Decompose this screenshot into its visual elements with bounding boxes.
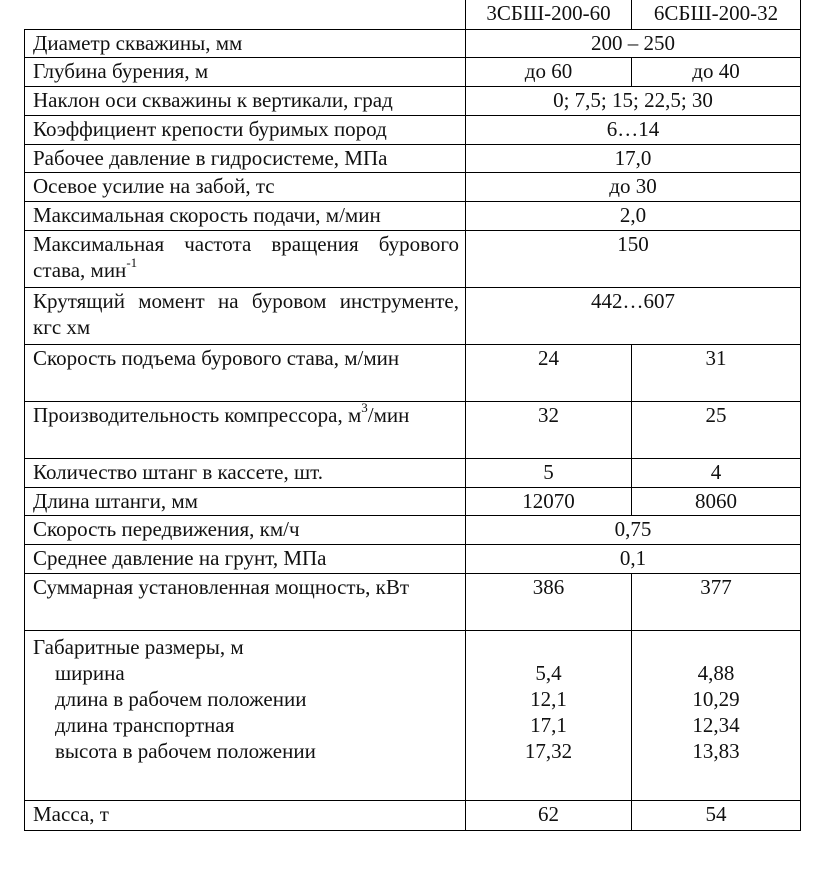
row-value-1: до 60 <box>466 57 632 86</box>
row-value-2: 8060 <box>632 487 801 515</box>
table-row <box>25 487 801 515</box>
row-label: Наклон оси скважины к вертикали, град <box>25 86 466 115</box>
dimension-value: 13,83 <box>692 738 740 763</box>
dimension-value: 12,1 <box>530 686 567 711</box>
row-label: Скорость подъема бурового става, м/мин <box>25 344 466 401</box>
dimension-value: 5,4 <box>535 660 562 685</box>
row-value: 17,0 <box>466 144 801 172</box>
row-value-2: 377 <box>632 573 801 630</box>
dimension-value: 17,32 <box>524 738 573 763</box>
dimension-label: высота в рабочем положении <box>55 738 316 763</box>
row-value: 2,0 <box>466 201 801 230</box>
dimension-value: 4,88 <box>697 660 735 685</box>
dimensions-title: Габаритные размеры, м <box>33 634 244 659</box>
row-label: Среднее давление на грунт, МПа <box>25 544 466 573</box>
table-row <box>25 573 801 630</box>
row-value: 0,1 <box>466 544 801 573</box>
header-row <box>25 0 801 29</box>
row-label-text: Максимальная частота вращения бурового става, мин <box>33 231 459 282</box>
row-label: Масса, т <box>25 800 466 830</box>
dimension-label: длина в рабочем положении <box>55 686 307 711</box>
dimensions-row <box>25 630 801 800</box>
row-label-superscript: -1 <box>126 254 138 270</box>
row-label: Максимальная скорость подачи, м/мин <box>25 201 466 230</box>
mass-row <box>25 800 801 830</box>
row-label <box>25 230 466 287</box>
row-value: 442…607 <box>466 287 801 344</box>
table-row <box>25 544 801 573</box>
row-value-2: 25 <box>632 401 801 458</box>
row-value-1: 62 <box>466 800 632 830</box>
row-label: Крутящий момент на буровом инструменте, кгс хм <box>25 287 466 344</box>
dimensions-labels <box>25 630 466 800</box>
row-label-text: Производительность компрессора, м <box>33 402 362 427</box>
table-row <box>25 287 801 344</box>
row-value-2: 4 <box>632 458 801 487</box>
row-label: Рабочее давление в гидросистеме, МПа <box>25 144 466 172</box>
row-label <box>25 401 466 458</box>
table-row <box>25 201 801 230</box>
dimension-value: 10,29 <box>692 686 740 711</box>
table-row <box>25 172 801 201</box>
spec-table <box>24 0 801 831</box>
row-label: Коэффициент крепости буримых пород <box>25 115 466 144</box>
table-row <box>25 401 801 458</box>
row-value: 0,75 <box>466 515 801 544</box>
row-value: до 30 <box>466 172 801 201</box>
row-label: Скорость передвижения, км/ч <box>25 515 466 544</box>
table-row <box>25 344 801 401</box>
table-row <box>25 29 801 57</box>
row-label: Суммарная установленная мощность, кВт <box>25 573 466 630</box>
dimension-label: длина транспортная <box>55 712 235 737</box>
table-row <box>25 144 801 172</box>
row-value: 0; 7,5; 15; 22,5; 30 <box>466 86 801 115</box>
table-row <box>25 57 801 86</box>
header-model-2: 6СБШ-200-32 <box>632 0 801 29</box>
table-row <box>25 86 801 115</box>
dimension-value: 12,34 <box>692 712 740 737</box>
table-row <box>25 230 801 287</box>
row-value-2: 31 <box>632 344 801 401</box>
row-label-superscript: 3 <box>361 401 368 415</box>
row-value-1: 386 <box>466 573 632 630</box>
row-label: Длина штанги, мм <box>25 487 466 515</box>
row-label: Глубина бурения, м <box>25 57 466 86</box>
dimensions-values-2 <box>632 630 801 800</box>
dimension-label: ширина <box>55 660 125 685</box>
row-label: Осевое усилие на забой, тс <box>25 172 466 201</box>
table-row <box>25 115 801 144</box>
table-row <box>25 458 801 487</box>
dimension-value: 17,1 <box>530 712 567 737</box>
row-label-tail: /мин <box>367 402 410 427</box>
row-value: 200 – 250 <box>466 29 801 57</box>
row-value-2: до 40 <box>632 57 801 86</box>
row-label: Количество штанг в кассете, шт. <box>25 458 466 487</box>
row-value-1: 5 <box>466 458 632 487</box>
row-value-1: 12070 <box>466 487 632 515</box>
header-blank-cell <box>25 0 466 29</box>
dimensions-values-1 <box>466 630 632 800</box>
row-value-1: 32 <box>466 401 632 458</box>
row-value: 6…14 <box>466 115 801 144</box>
table-row <box>25 515 801 544</box>
header-model-1: 3СБШ-200-60 <box>466 0 632 29</box>
row-value: 150 <box>466 230 801 287</box>
row-value-2: 54 <box>632 800 801 830</box>
row-value-1: 24 <box>466 344 632 401</box>
row-label: Диаметр скважины, мм <box>25 29 466 57</box>
